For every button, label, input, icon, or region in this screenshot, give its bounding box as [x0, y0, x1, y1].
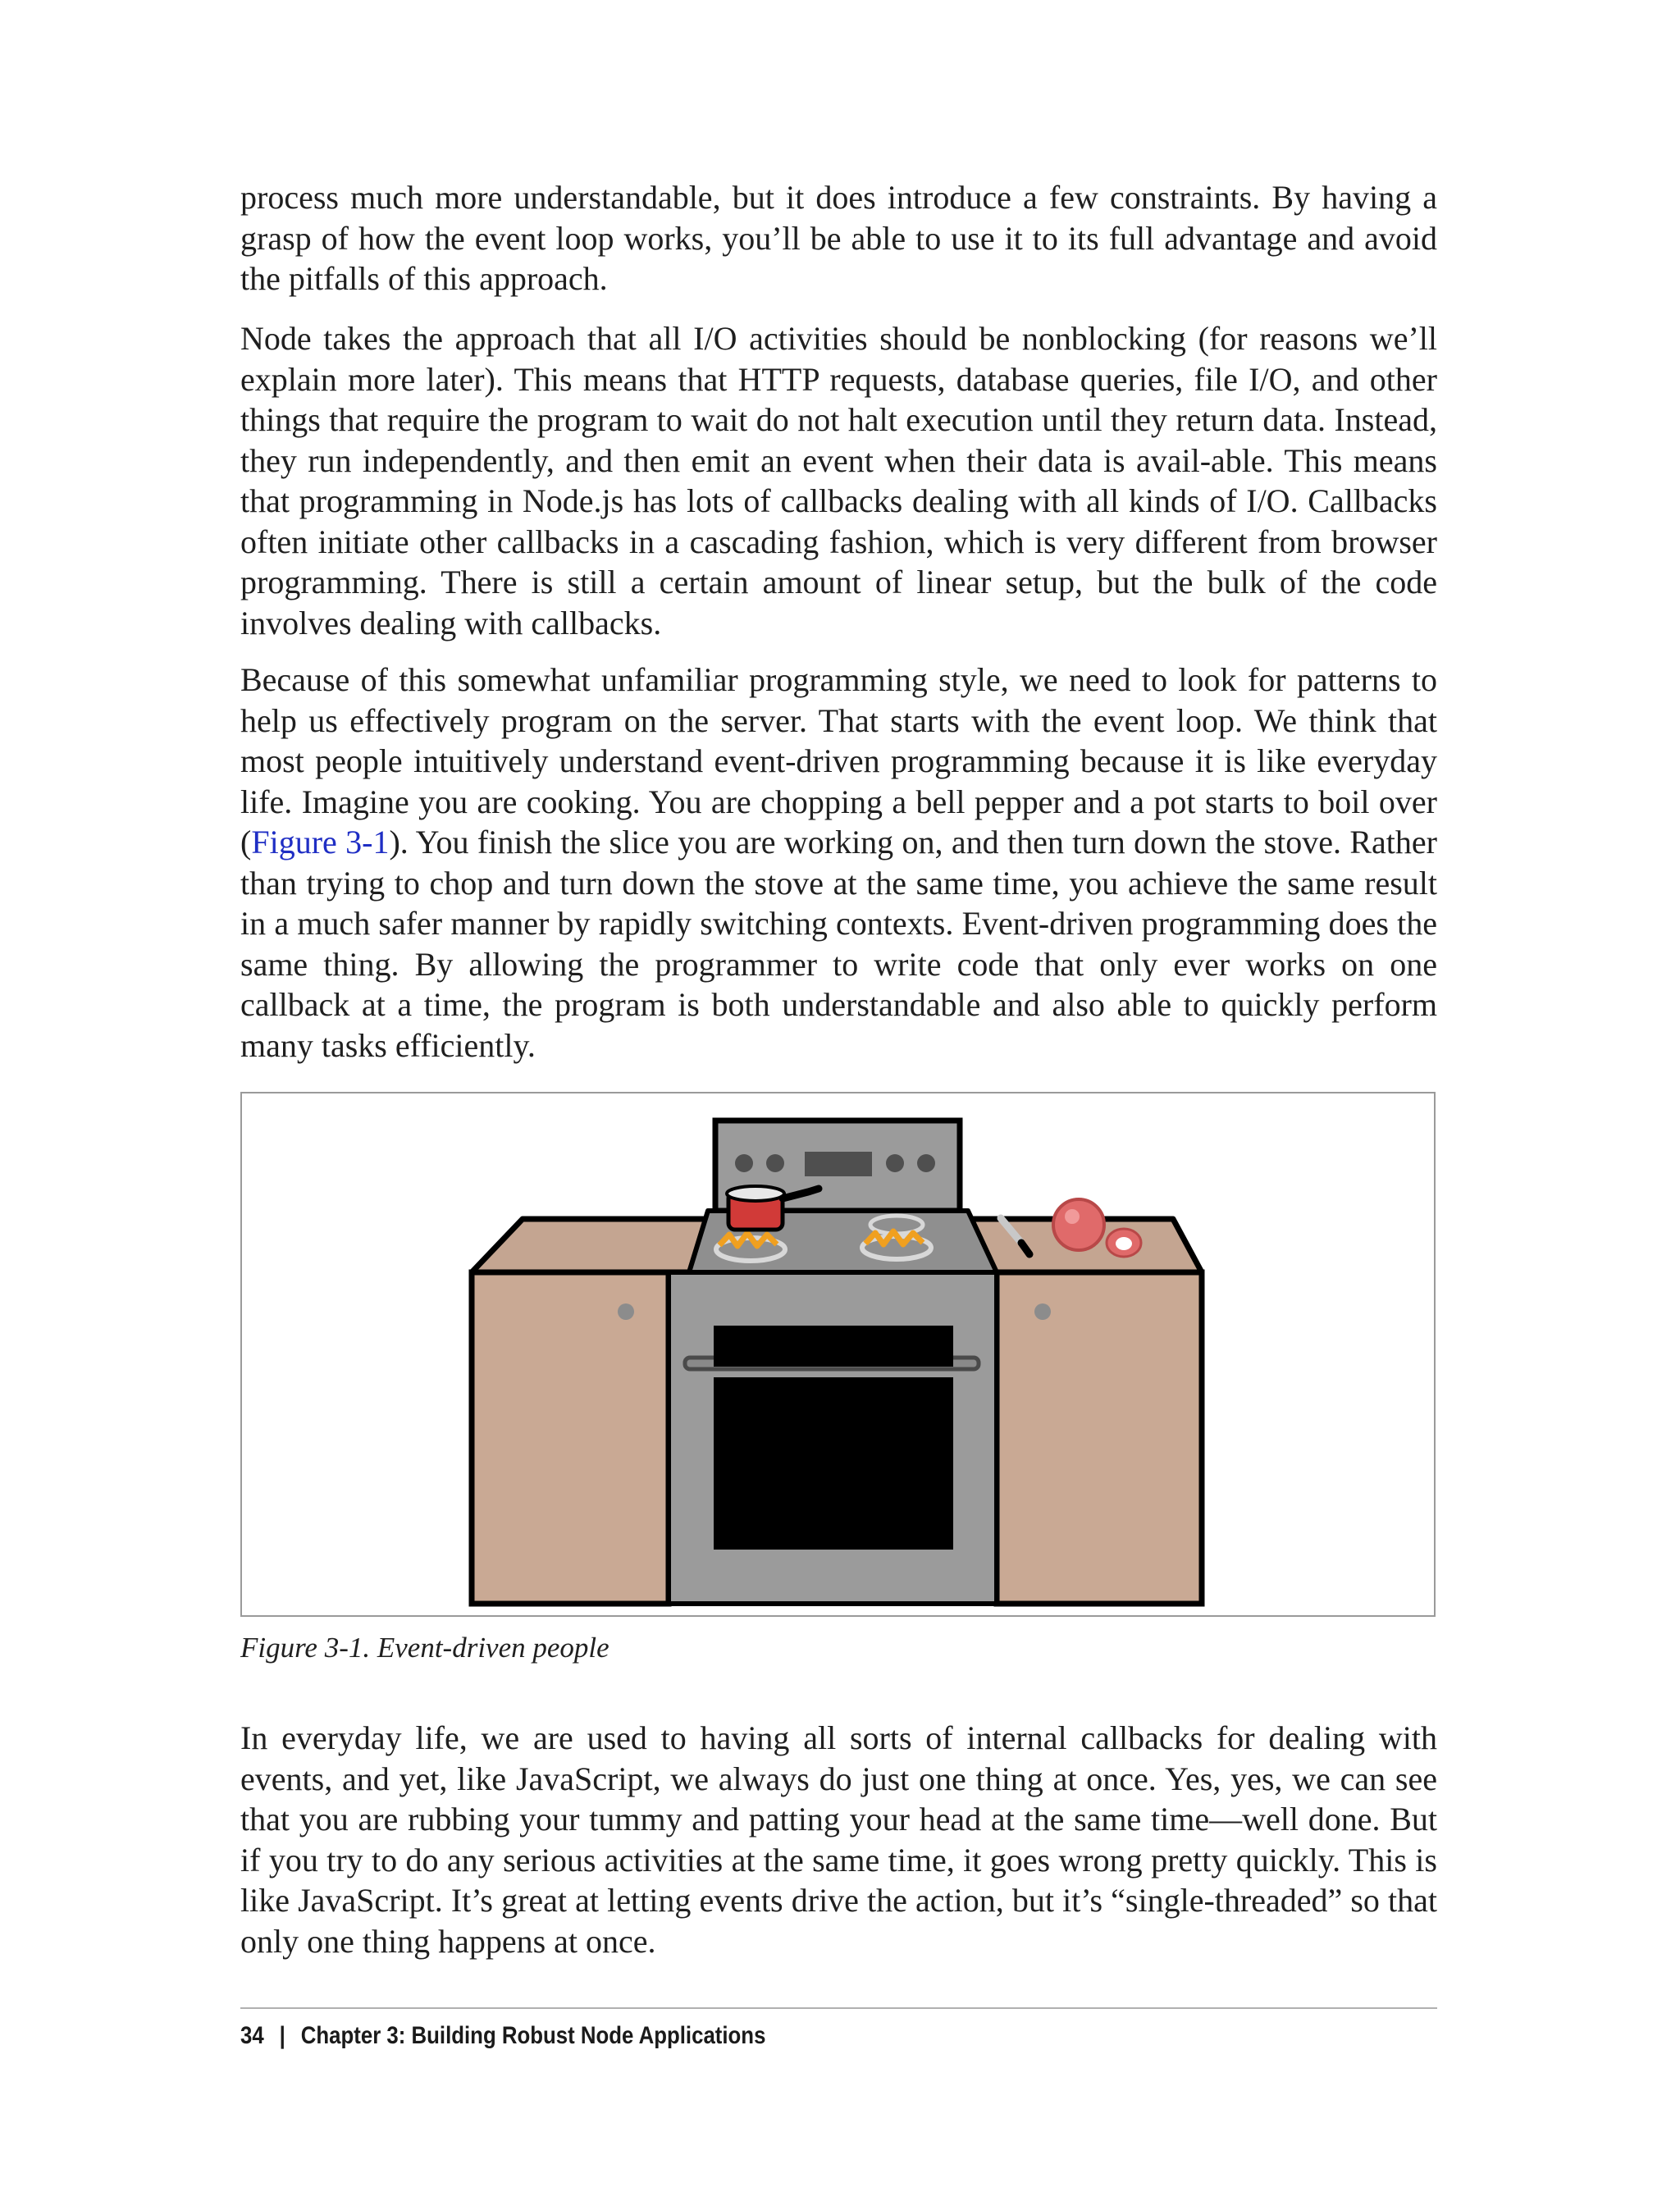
pepper-highlight	[1065, 1209, 1080, 1224]
right-cabinet-knob	[1034, 1303, 1051, 1320]
body-paragraph-4: In everyday life, we are used to having all sorts of internal callbacks for dealing with events, and yet, like JavaScript, we always do just one thing at once. Yes, yes, we can see that you are rubbing your tummy and patting your head at the same time—well done. But if you try to do any serious activities at the same time, it goes wrong pretty quickly. This is like JavaScript. It’s great at letting events drive the action, but it’s “single-threaded” so that only one thing happens at once.	[240, 1719, 1437, 1960]
pot-rim	[727, 1186, 784, 1201]
left-cabinet-knob	[618, 1303, 634, 1320]
right-cabinet	[997, 1272, 1202, 1604]
body-paragraph-1: process much more understandable, but it does introduce a few constraints. By having a grasp of how the event loop works, you’ll be able to use it to its full advantage and avoid the pitfalls of this approach.	[240, 179, 1437, 297]
stove-display	[805, 1152, 872, 1176]
pepper-slice-inner	[1116, 1237, 1132, 1250]
page-footer	[240, 2020, 765, 2052]
kitchen-illustration	[242, 1093, 1437, 1618]
body-paragraph-2: Node takes the approach that all I/O activities should be nonblocking (for reasons we’ll explain more later). This means that HTTP requests, database queries, file I/O, and other things that require the program to wait do not halt execution until they return data. Instead, they run independently, and then emit an event when their data is avail-able. This means that programming in Node.js has lots of callbacks dealing with all kinds of I/O. Callbacks often initiate other callbacks in a cascading fashion, which is very different from browser programming. There is still a certain amount of linear setup, but the bulk of the code involves dealing with callbacks.	[240, 320, 1437, 641]
oven-window	[714, 1377, 953, 1550]
page-number: 34	[240, 2022, 264, 2049]
figure-3-1-link[interactable]: Figure 3-1	[251, 824, 390, 861]
oven-window	[714, 1326, 953, 1367]
body-paragraph-3	[240, 660, 1437, 1066]
figure-frame	[240, 1092, 1436, 1617]
stove-dial-icon	[917, 1154, 935, 1172]
left-cabinet	[472, 1272, 669, 1604]
stove-dial-icon	[886, 1154, 904, 1172]
stove-dial-icon	[735, 1154, 753, 1172]
stove-dial-icon	[766, 1154, 784, 1172]
chapter-title: Chapter 3: Building Robust Node Applications	[300, 2022, 766, 2049]
footer-rule	[240, 2007, 1437, 2009]
para3-text-end: ). You finish the slice you are working on, and then turn down the stove. Rather than trying to chop and turn down the stove at the same time, you achieve the same result in a much safer manner by rapidly switching contexts. Event-driven programming does the same thing. By allowing the programmer to write code that only ever works on one callback at a time, the program is both understandable and also able to quickly perform many tasks efficiently.	[240, 824, 1437, 1064]
bell-pepper-icon	[1053, 1199, 1104, 1250]
para3-text-start: Because of this somewhat unfamiliar programming style, we need to look for patterns to help us effectively program on the server. That starts with the event loop. We think that most people intuitively understand event-driven programming because it is like everyday life. Imagine you are cooking. You are chopping a bell pepper and a pot starts to boil over (	[240, 661, 1437, 861]
figure-caption: Figure 3-1. Event-driven people	[240, 1632, 609, 1664]
footer-separator: |	[279, 2022, 285, 2049]
